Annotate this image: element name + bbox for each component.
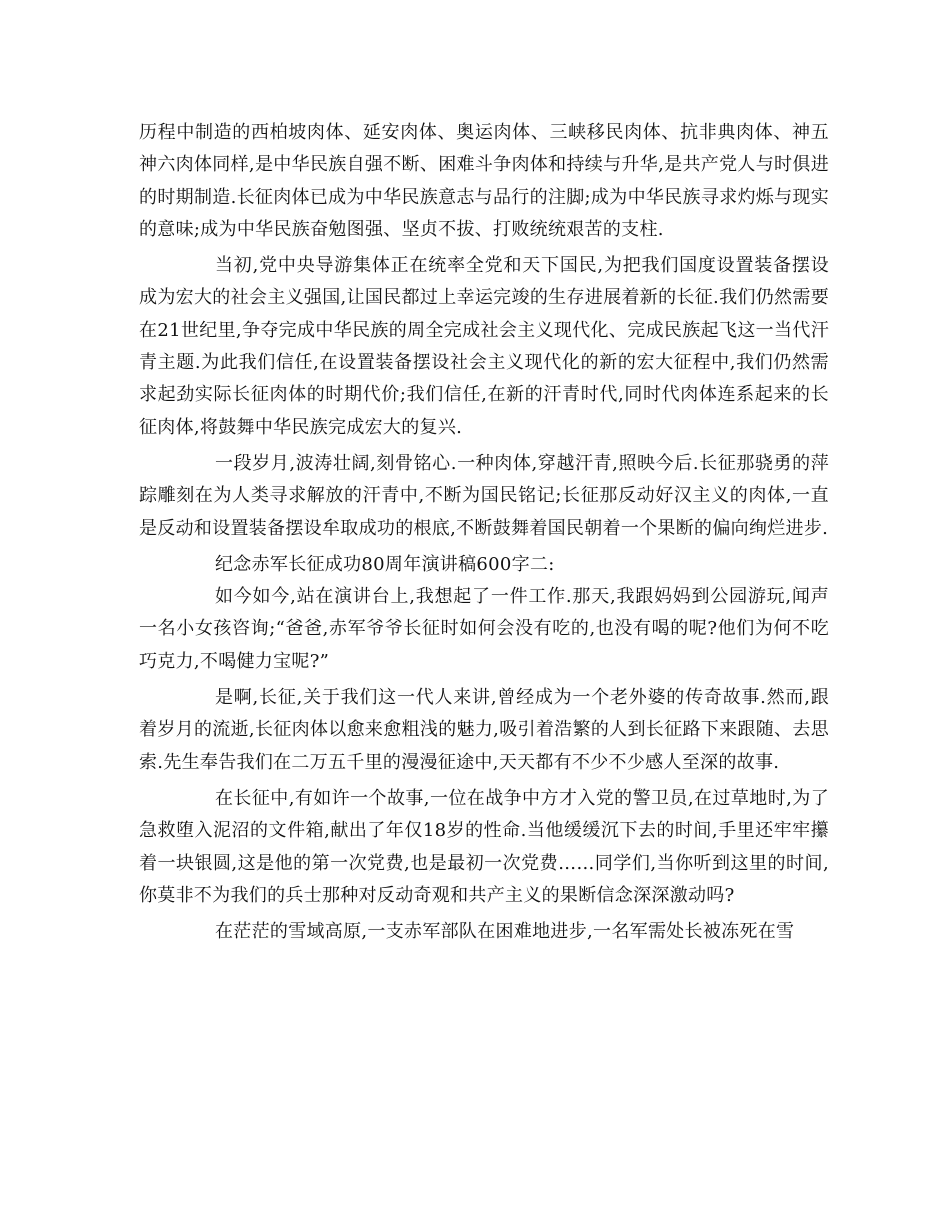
paragraph-1: 历程中制造的西柏坡肉体、延安肉体、奥运肉体、三峡移民肉体、抗非典肉体、神五神六肉体同样,是中华民族自强不断、困难斗争肉体和持续与升华,是共产党人与时俱进的时期制造.长征肉体已成为中华民族意志与品行的注脚;成为中华民族寻求灼烁与现实的意味;成为中华民族奋勉图强、坚贞不拔、打败统统艰苦的支柱. — [139, 122, 829, 240]
paragraph-3: 一段岁月,波涛壮阔,刻骨铭心.一种肉体,穿越汗青,照映今后.长征那骁勇的萍踪雕刻在为人类寻求解放的汗青中,不断为国民铭记;长征那反动好汉主义的肉体,一直是反动和设置装备摆设牟取成功的根底,不断鼓舞着国民朝着一个果断的偏向绚烂进步. — [139, 452, 829, 539]
document-body — [139, 117, 829, 948]
section-heading: 纪念赤军长征成功80周年演讲稿600字二: — [215, 553, 555, 575]
paragraph-4: 如今如今,站在演讲台上,我想起了一件工作.那天,我跟妈妈到公园游玩,闻声一名小女孩咨询;“爸爸,赤军爷爷长征时如何会没有吃的,也没有喝的呢?他们为何不吃巧克力,不喝健力宝呢?” — [139, 586, 829, 672]
paragraph-2: 当初,党中央导游集体正在统率全党和天下国民,为把我们国度设置装备摆设成为宏大的社会主义强国,让国民都过上幸运完竣的生存进展着新的长征.我们仍然需要在21世纪里,争夺完成中华民族的周全完成社会主义现代化、完成民族起飞这一当代汗青主题.为此我们信任,在设置装备摆设社会主义现代化的新的宏大征程中,我们仍然需求起劲实际长征肉体的时期代价;我们信任,在新的汗青时代,同时代肉体连系起来的长征肉体,将鼓舞中华民族完成宏大的复兴. — [139, 255, 829, 438]
paragraph-6: 在长征中,有如许一个故事,一位在战争中方才入党的警卫员,在过草地时,为了急救堕入泥沼的文件箱,献出了年仅18岁的性命.当他缓缓沉下去的时间,手里还牢牢攥着一块银圆,这是他的第一次党费,也是最初一次党费……同学们,当你听到这里的时间,你莫非不为我们的兵士那种对反动奇观和共产主义的果断信念深深激动吗? — [139, 787, 829, 906]
paragraph-5: 是啊,长征,关于我们这一代人来讲,曾经成为一个老外婆的传奇故事.然而,跟着岁月的流逝,长征肉体以愈来愈粗浅的魅力,吸引着浩繁的人到长征路下来跟随、去思索.先生奉告我们在二万五千里的漫漫征途中,天天都有不少不少感人至深的故事. — [139, 687, 829, 773]
paragraph-7: 在茫茫的雪域高原,一支赤军部队在困难地进步,一名军需处长被冻死在雪 — [215, 921, 795, 943]
